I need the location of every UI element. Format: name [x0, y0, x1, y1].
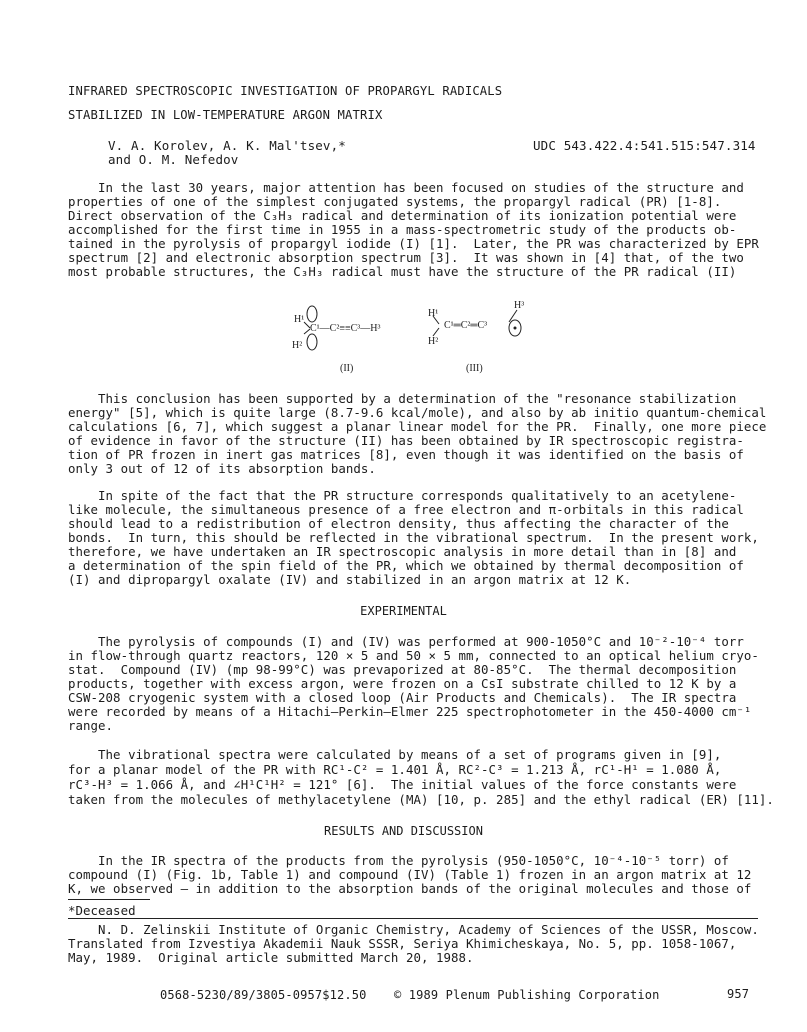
text-line: therefore, we have undertaken an IR spectroscopic analysis in more detail than in [8] and: [68, 544, 737, 559]
text-line: calculations [6, 7], which suggest a planar linear model for the PR. Finally, one more piece: [68, 419, 767, 434]
text-line: Direct observation of the C₃H₃ radical and determination of its ionization potential were: [68, 208, 737, 223]
text-line: products, together with excess argon, were frozen on a CsI substrate chilled to 12 K by a: [68, 676, 737, 691]
authors-line-2: and O. M. Nefedov: [108, 152, 239, 167]
text-line: tained in the pyrolysis of propargyl iodide (I) [1]. Later, the PR was characterized by EPR: [68, 236, 759, 251]
footnote-deceased: *Deceased: [68, 903, 136, 918]
text-line: Translated from Izvestiya Akademii Nauk SSSR, Seriya Khimicheskaya, No. 5, pp. 1058-1067,: [68, 936, 737, 951]
text-line: In the IR spectra of the products from the pyrolysis (950-1050°C, 10⁻⁴-10⁻⁵ torr) of: [68, 853, 729, 868]
footnote-rule-long: [68, 918, 758, 919]
text-line: a determination of the spin field of the PR, which we obtained by thermal decomposition of: [68, 558, 744, 573]
text-line: properties of one of the simplest conjugated systems, the propargyl radical (PR) [1-8].: [68, 194, 722, 209]
text-line: accomplished for the first time in 1955 in a mass-spectrometric study of the products ob-: [68, 222, 737, 237]
authors-line-1: V. A. Korolev, A. K. Mal'tsev,*: [108, 138, 346, 153]
footer-publisher: © 1989 Plenum Publishing Corporation: [394, 988, 660, 1002]
title-line-1: INFRARED SPECTROSCOPIC INVESTIGATION OF PROPARGYL RADICALS: [68, 84, 503, 98]
text-line: in flow-through quartz reactors, 120 × 5 and 50 × 5 mm, connected to an optical helium cryo-: [68, 648, 759, 663]
text-line: The vibrational spectra were calculated by means of a set of programs given in [9],: [68, 747, 722, 762]
text-line: like molecule, the simultaneous presence of a free electron and π-orbitals in this radical: [68, 502, 744, 517]
text-line: May, 1989. Original article submitted March 20, 1988.: [68, 950, 474, 965]
section-heading-results: RESULTS AND DISCUSSION: [324, 824, 483, 838]
text-line: only 3 out of 12 of its absorption bands.: [68, 461, 376, 476]
text-line: tion of PR frozen in inert gas matrices [8], even though it was identified on the basis of: [68, 447, 744, 462]
text-line: spectrum [2] and electronic absorption spectrum [3]. It was shown in [4] that, of the two: [68, 250, 744, 265]
structure-ii-h1: H¹: [294, 314, 305, 325]
title-line-2: STABILIZED IN LOW-TEMPERATURE ARGON MATRIX: [68, 108, 383, 122]
text-line: In spite of the fact that the PR structure corresponds qualitatively to an acetylene-: [68, 488, 737, 503]
structure-iii-h2: H²: [428, 336, 439, 347]
text-line: should lead to a redistribution of electron density, thus affecting the character of the: [68, 516, 729, 531]
text-line: (I) and dipropargyl oxalate (IV) and stabilized in an argon matrix at 12 K.: [68, 572, 632, 587]
structure-iii-label: (III): [466, 363, 483, 374]
structure-ii-chain: C¹—C²≡≡C³—H³: [310, 323, 381, 334]
page-number: 957: [727, 987, 750, 1001]
text-line: This conclusion has been supported by a determination of the "resonance stabilization: [68, 391, 737, 406]
structure-iii-h3: H³: [514, 300, 525, 311]
text-line: The pyrolysis of compounds (I) and (IV) was performed at 900-1050°C and 10⁻²-10⁻⁴ torr: [68, 634, 744, 649]
text-line: taken from the molecules of methylacetylene (MA) [10, p. 285] and the ethyl radical (ER) [11].: [68, 792, 774, 807]
structure-ii-label: (II): [340, 363, 354, 374]
udc-code: UDC 543.422.4:541.515:547.314: [533, 138, 756, 153]
text-line: energy" [5], which is quite large (8.7-9.6 kcal/mole), and also by ab initio quantum-chemical: [68, 405, 767, 420]
structure-iii-h1: H¹: [428, 308, 439, 319]
section-heading-experimental: EXPERIMENTAL: [360, 604, 447, 618]
text-line: of evidence in favor of the structure (II) has been obtained by IR spectroscopic registra-: [68, 433, 744, 448]
text-line: range.: [68, 718, 114, 733]
text-line: In the last 30 years, major attention has been focused on studies of the structure and: [68, 180, 744, 195]
text-line: CSW-208 cryogenic system with a closed loop (Air Products and Chemicals). The IR spectra: [68, 690, 737, 705]
footer-code: 0568-5230/89/3805-0957$12.50: [160, 988, 367, 1002]
text-line: rC³-H³ = 1.066 Å, and ∠H¹C¹H² = 121° [6]. The initial values of the force constants were: [68, 777, 737, 792]
text-line: K, we observed — in addition to the absorption bands of the original molecules and those of: [68, 881, 752, 896]
text-line: bonds. In turn, this should be reflected in the vibrational spectrum. In the present work,: [68, 530, 759, 545]
footnote-rule-short: [68, 899, 150, 900]
text-line: N. D. Zelinskii Institute of Organic Chemistry, Academy of Sciences of the USSR, Moscow.: [68, 922, 759, 937]
text-line: for a planar model of the PR with RC¹-C² = 1.401 Å, RC²-C³ = 1.213 Å, rC¹-H¹ = 1.080 Å,: [68, 762, 722, 777]
text-line: compound (I) (Fig. 1b, Table 1) and compound (IV) (Table 1) frozen in an argon matrix at 12: [68, 867, 752, 882]
text-line: were recorded by means of a Hitachi—Perkin—Elmer 225 spectrophotometer in the 450-4000 cm⁻¹: [68, 704, 752, 719]
structure-ii-h2: H²: [292, 340, 303, 351]
text-line: stat. Compound (IV) (mp 98-99°C) was prevaporized at 80-85°C. The thermal decomposition: [68, 662, 737, 677]
text-line: most probable structures, the C₃H₃ radical must have the structure of the PR radical (II): [68, 264, 737, 279]
structure-iii-chain: C¹═C²═C³: [444, 320, 488, 331]
